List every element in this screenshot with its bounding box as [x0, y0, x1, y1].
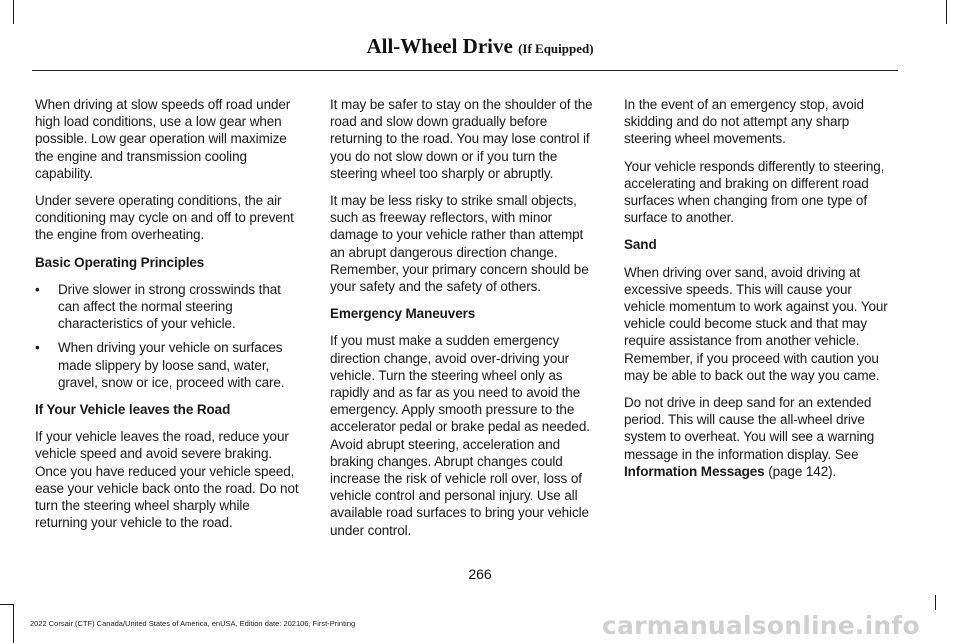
watermark-logo: carmanualsonline.info	[602, 611, 920, 640]
list-item-text: When driving your vehicle on surfaces made slippery by loose sand, water, gravel, snow or ice, proceed with care.	[58, 340, 285, 390]
section-heading: Emergency Maneuvers	[330, 306, 476, 322]
paragraph: It may be less risky to strike small objects, such as freeway reflectors, with minor damage to your vehicle rather than attempt an abrupt dangerous direction change. Remember, your primary concern should be your safety and the safety of others.	[330, 193, 589, 295]
section-qualifier: (If Equipped)	[518, 41, 594, 56]
crop-mark-bottom-left-v	[13, 604, 14, 643]
crop-mark-bottom-right-v	[935, 595, 936, 610]
list-item-text: Drive slower in strong crosswinds that can affect the normal steering characteristics of your vehicle.	[58, 281, 281, 332]
paragraph: It may be safer to stay on the shoulder of the road and slow down gradually before returning to the road. You may lose control if you do not slow down or if you turn the steering wheel too sharply or abruptly.	[330, 97, 593, 181]
paragraph: If your vehicle leaves the road, reduce your vehicle speed and avoid severe braking. Once you have reduced your vehicle speed, ease your vehicle back onto the road. Do not turn the steering wheel sharply while returning your vehicle to the road.	[35, 429, 299, 531]
edition-footer: 2022 Corsair (CTF) Canada/United States of America, enUSA, Edition date: 202106, First-Printing	[30, 619, 356, 628]
paragraph: When driving at slow speeds off road under high load conditions, use a low gear when possible. Low gear operation will maximize the engine and transmission cooling capability.	[35, 97, 291, 181]
paragraph	[624, 394, 894, 480]
cross-reference-link[interactable]: Information Messages	[624, 463, 765, 479]
paragraph: Your vehicle responds differently to steering, accelerating and braking on different road surfaces when changing from one type of surface to another.	[624, 158, 885, 226]
list-item	[35, 339, 305, 391]
paragraph: When driving over sand, avoid driving at excessive speeds. This will cause your vehicle momentum to work against you. Your vehicle could become stuck and that may require assistance from another vehicle. Remember, if you proceed with caution you may be able to back out the way you came.	[624, 264, 888, 383]
paragraph-text: Do not drive in deep sand for an extended period. This will cause the all-wheel drive system to overheat. You will see a warning message in the information display. See	[624, 395, 875, 462]
bullet-icon: •	[35, 281, 40, 297]
section-heading: If Your Vehicle leaves the Road	[35, 402, 231, 418]
bullet-list	[35, 281, 305, 391]
paragraph: If you must make a sudden emergency direction change, avoid over-driving your vehicle. Turn the steering wheel only as rapidly and as far as you need to avoid the emergency. Apply smooth pressure to the accelerator pedal or brake pedal as needed. Avoid abrupt steering, acceleration and braking changes. Abrupt changes could increase the risk of vehicle roll over, loss of vehicle control and personal injury. Use all available road surfaces to bring your vehicle under control.	[330, 333, 590, 538]
list-item	[35, 281, 305, 333]
section-heading: Sand	[624, 237, 657, 253]
section-title: All-Wheel Drive	[366, 34, 513, 58]
text-column-3	[624, 96, 894, 490]
crop-mark-top-right-v	[946, 0, 947, 24]
bullet-icon: •	[35, 340, 40, 356]
page-reference: (page 142).	[764, 463, 837, 479]
paragraph: Under severe operating conditions, the air conditioning may cycle on and off to prevent the engine from overheating.	[35, 193, 294, 243]
text-column-2	[330, 96, 600, 549]
page-header	[0, 34, 960, 59]
page-number: 266	[468, 566, 492, 582]
text-column-1	[35, 96, 305, 541]
paragraph: In the event of an emergency stop, avoid skidding and do not attempt any sharp steering wheel movements.	[624, 97, 864, 147]
crop-mark-top-left-v	[13, 0, 14, 24]
crop-mark-bottom-left-h	[0, 604, 13, 605]
section-heading: Basic Operating Principles	[35, 254, 205, 270]
header-divider	[32, 70, 898, 71]
